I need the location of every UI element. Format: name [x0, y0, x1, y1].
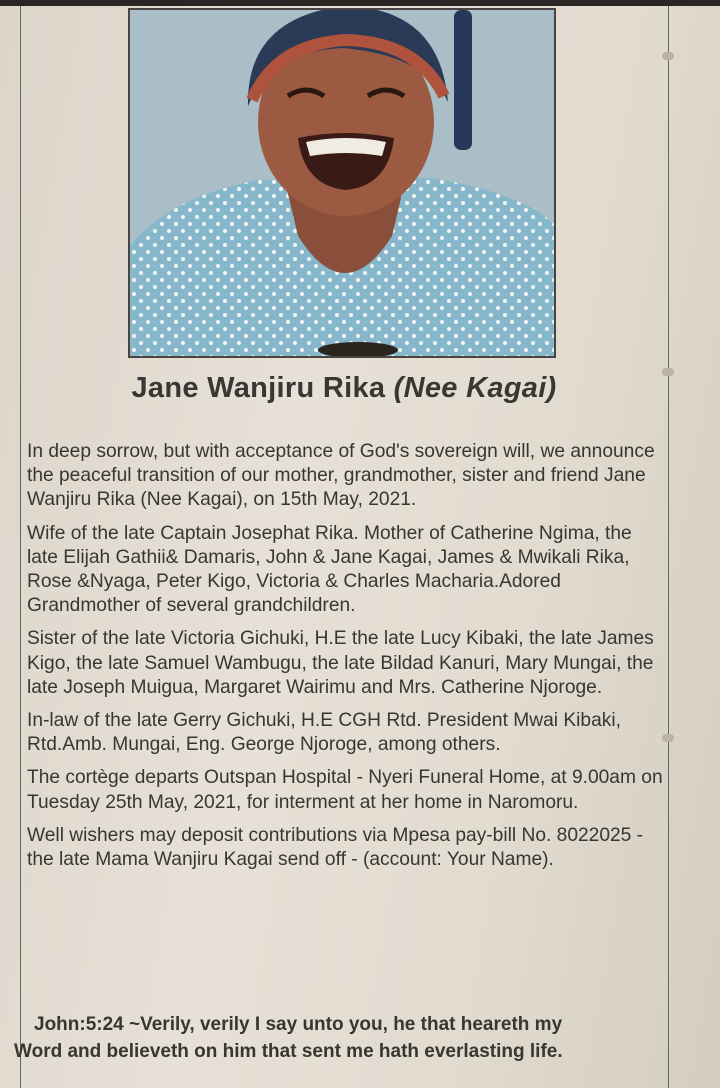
- verse-line-2: Word and believeth on him that sent me hath everlasting life.: [14, 1041, 563, 1062]
- family-paragraph: Wife of the late Captain Josephat Rika. Mother of Catherine Ngima, the late Elijah Gathii& Damaris, John & Jane Kagai, James & Mwikali Rika, Rose &Nyaga, Peter Kigo, Victoria & Charles Macharia.Adored Grandmother of several grandchildren.: [27, 522, 632, 617]
- in-laws-paragraph: In-law of the late Gerry Gichuki, H.E CGH Rtd. President Mwai Kibaki, Rtd.Amb. Mungai, Eng. George Njoroge, among others.: [27, 710, 621, 756]
- announcement-paragraph: In deep sorrow, but with acceptance of God's sovereign will, we announce the peaceful transition of our mother, grandmother, sister and friend Jane Wanjiru Rika (Nee Kagai), on 15th May, 2021.: [27, 441, 655, 511]
- obituary-title: [20, 372, 668, 405]
- obituary-body: [27, 440, 663, 872]
- pin-mark: [662, 368, 674, 376]
- portrait-photo: [128, 8, 556, 358]
- siblings-paragraph: Sister of the late Victoria Gichuki, H.E the late Lucy Kibaki, the late James Kigo, the late Samuel Wambugu, the late Bildad Kanuri, Mary Mungai, the late Joseph Muigua, Margaret Wairimu and Mrs. Catherine Njoroge.: [27, 628, 654, 698]
- verse-line-1: John:5:24 ~Verily, verily I say unto you, he that heareth my: [34, 1014, 563, 1035]
- pin-mark: [662, 734, 674, 742]
- cortege-paragraph: The cortège departs Outspan Hospital - Nyeri Funeral Home, at 9.00am on Tuesday 25th May, 2021, for interment at her home in Naromoru.: [27, 767, 663, 813]
- bible-verse: [14, 1011, 664, 1065]
- column-rule-left: [20, 6, 21, 1088]
- pin-mark: [662, 52, 674, 60]
- contributions-paragraph: Well wishers may deposit contributions via Mpesa pay-bill No. 8022025 - the late Mama Wanjiru Kagai send off - (account: Your Name).: [27, 824, 644, 871]
- column-rule-right: [668, 6, 669, 1088]
- maiden-name: (Nee Kagai): [393, 372, 557, 404]
- deceased-name: Jane Wanjiru Rika: [131, 372, 386, 404]
